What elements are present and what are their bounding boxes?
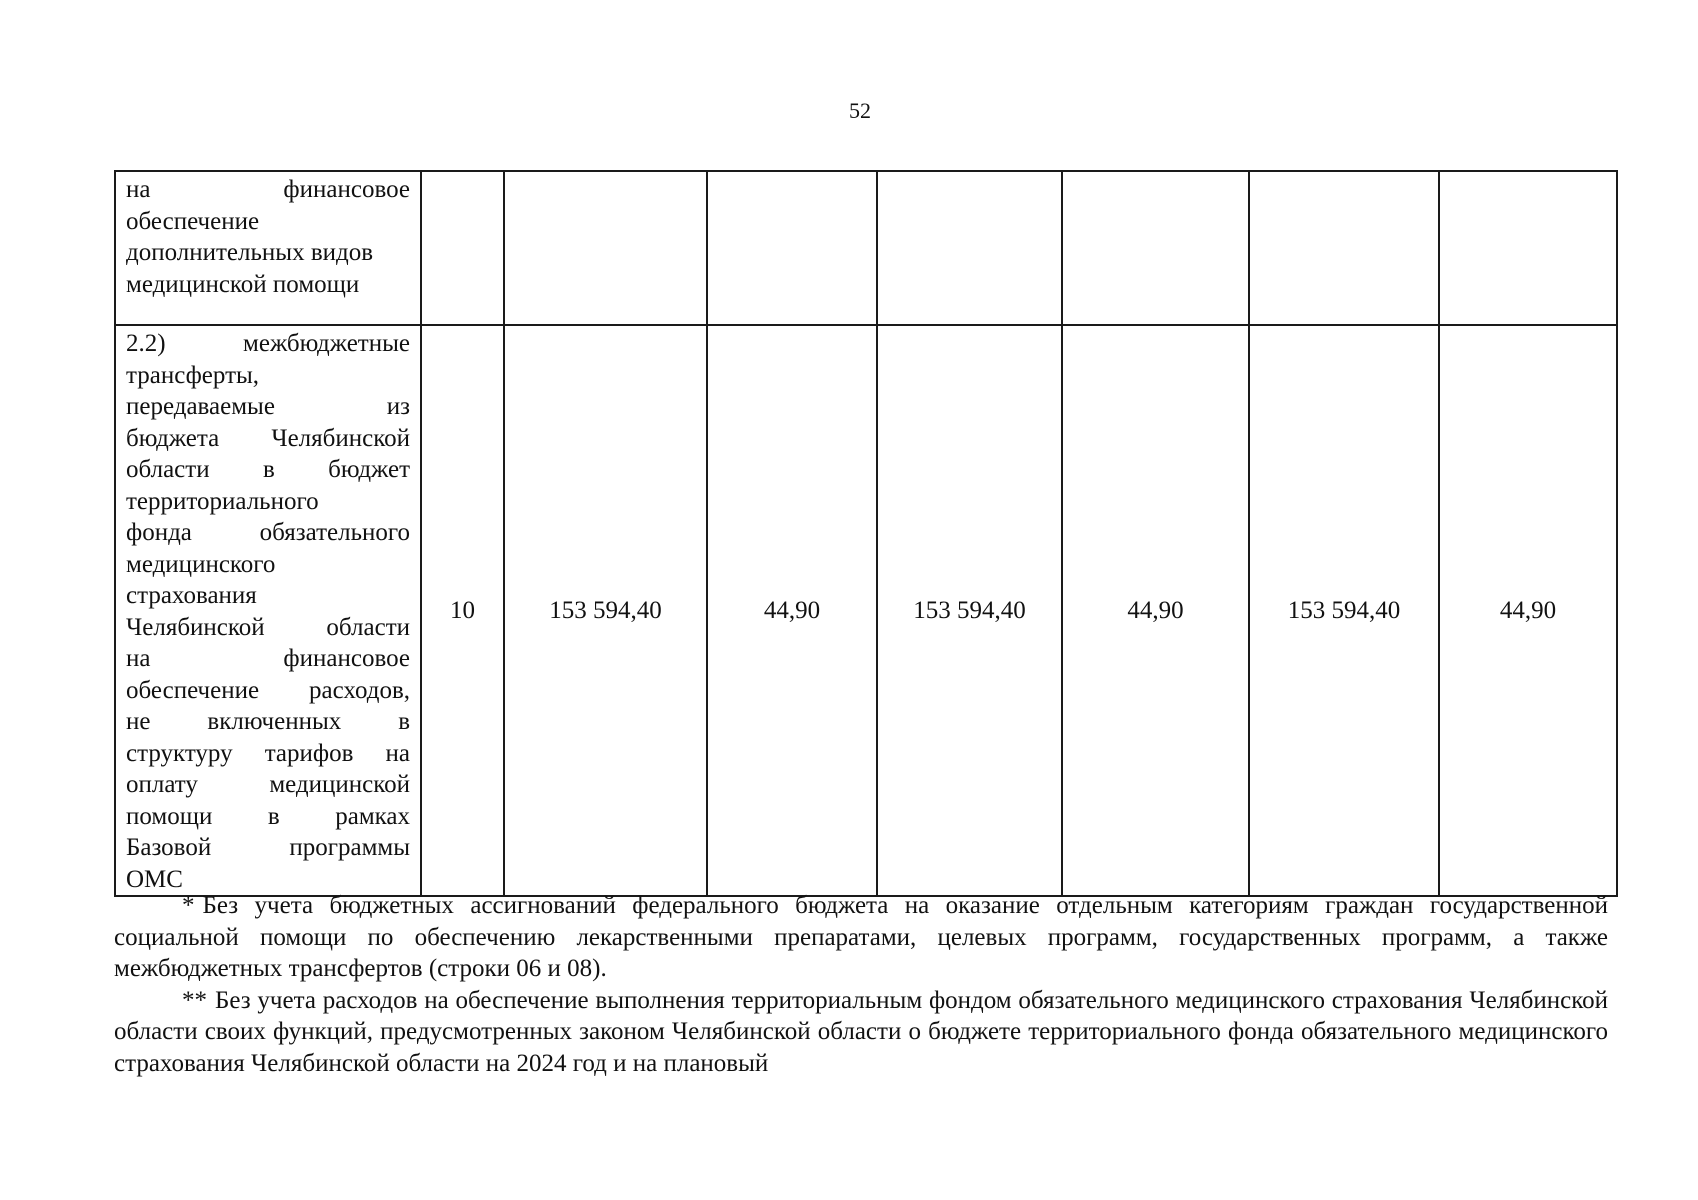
row-label-line: оплату медицинской [126, 771, 410, 798]
row-label-line: медицинского [126, 550, 276, 578]
footnote [114, 985, 1608, 1080]
footnotes [114, 890, 1608, 1079]
row-label-line: на финансовое [126, 645, 410, 672]
footnote [114, 890, 1608, 985]
row-label-line: фонда обязательного [126, 519, 410, 546]
value-cell: 44,90 [707, 325, 877, 896]
value-cell: 153 594,40 [1249, 325, 1439, 896]
value-cell [504, 171, 707, 325]
value-cell [707, 171, 877, 325]
footnote-text: Без учета бюджетных ассигнований федерального бюджета на оказание отдельным категориям граждан государственной социальной помощи по обеспечению лекарственными препаратами, целевых программ, государственных программ, а также межбюджетных трансфертов (строки 06 и 08). [114, 892, 1608, 982]
row-label-line: обеспечение [126, 207, 260, 235]
budget-table [114, 170, 1618, 897]
row-label-line: не включенных в [126, 708, 410, 735]
row-label-cell [115, 171, 421, 325]
row-label-line: структуру тарифов на [126, 739, 410, 767]
row-code-cell: 10 [421, 325, 504, 896]
row-code-cell [421, 171, 504, 325]
row-label-line: 2.2) межбюджетные [126, 330, 410, 357]
row-label-line: обеспечение расходов, [126, 676, 410, 704]
value-cell [1249, 171, 1439, 325]
row-label-line: страхования [126, 582, 257, 609]
value-cell: 44,90 [1439, 325, 1617, 896]
value-cell: 153 594,40 [504, 325, 707, 896]
value-cell [1439, 171, 1617, 325]
table-row [115, 171, 1617, 325]
row-label-line: дополнительных видов [126, 239, 374, 266]
page-number: 52 [849, 98, 871, 123]
value-cell: 44,90 [1062, 325, 1249, 896]
row-label-line: трансферты, [126, 361, 260, 389]
row-label-line: бюджета Челябинской [126, 424, 410, 452]
row-label-line: на финансовое [126, 176, 410, 203]
row-label-line: Челябинской области [126, 613, 410, 641]
footnote-marker: ** [182, 986, 207, 1014]
row-label-line: медицинской помощи [126, 270, 360, 298]
footnote-text: Без учета расходов на обеспечение выполнения территориальным фондом обязательного медицинского страхования Челябинской области своих функций, предусмотренных законом Челябинской области о бюджете территориального фонда обязательного медицинского страхования Челябинской области на 2024 год и на плановый [114, 986, 1608, 1077]
row-label-line: передаваемые из [126, 393, 410, 420]
row-label-cell [115, 325, 421, 896]
row-label-line: помощи в рамках [126, 802, 410, 830]
row-label-line: Базовой программы [126, 834, 410, 861]
value-cell [1062, 171, 1249, 325]
row-label-line: территориального [126, 487, 319, 515]
row-label-line: ОМС [126, 865, 183, 893]
value-cell [877, 171, 1062, 325]
value-cell: 153 594,40 [877, 325, 1062, 896]
table-row [115, 325, 1617, 896]
footnote-marker: * [182, 892, 195, 919]
row-label-line: области в бюджет [126, 456, 410, 483]
